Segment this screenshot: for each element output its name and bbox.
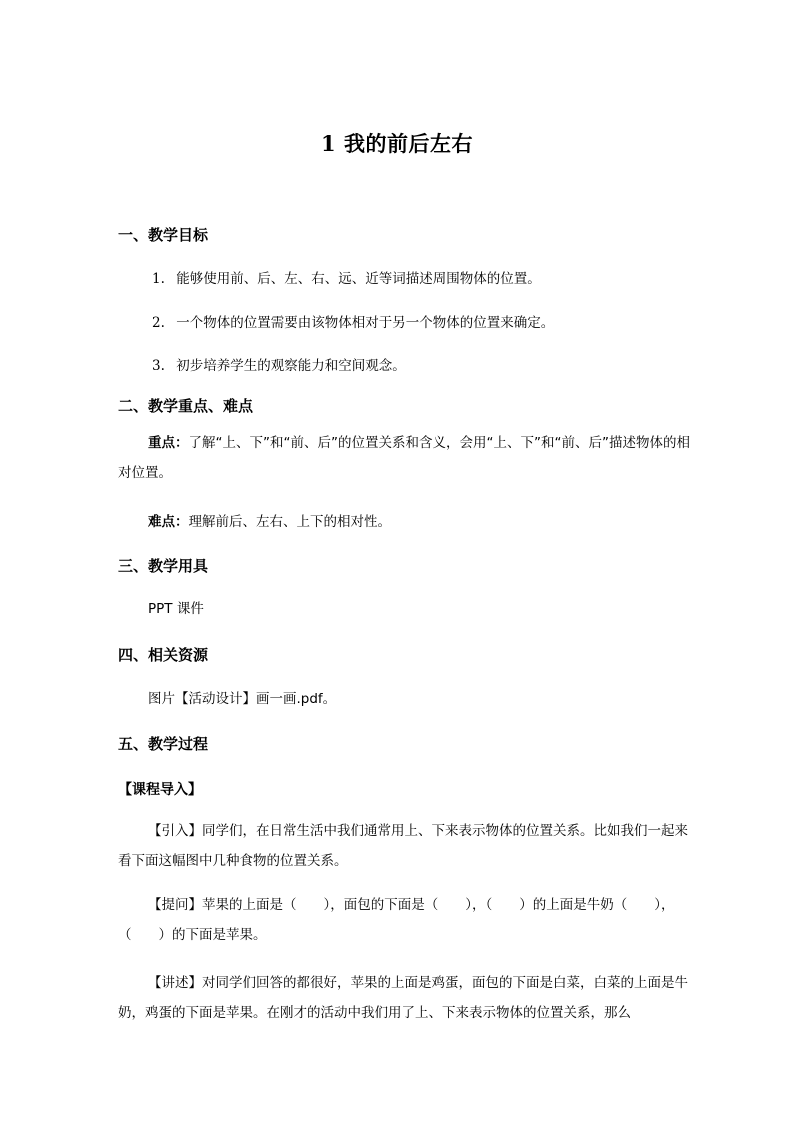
goal-item-number: 3. [152, 358, 165, 374]
goal-item-3 [152, 354, 406, 374]
difficulty-label: 难点： [148, 514, 189, 530]
goal-item-number: 2. [152, 315, 165, 331]
key-point-label: 重点： [148, 435, 189, 451]
process-paragraph-intro: 【引入】同学们，在日常生活中我们通常用上、下来表示物体的位置关系。比如我们一起来看下面这幅图中几种食物的位置关系。 [118, 823, 688, 869]
goal-item-2 [152, 311, 554, 331]
difficulty-text: 理解前后、左右、上下的相对性。 [188, 514, 391, 530]
process-paragraph-question: 【提问】苹果的上面是（ ），面包的下面是（ ），（ ）的上面是牛奶（ ），（ ）的下面是苹果。 [118, 897, 675, 943]
goal-item-1 [152, 267, 541, 287]
goal-item-text: 能够使用前、后、左、右、远、近等词描述周围物体的位置。 [176, 271, 541, 287]
page-title: 1 我的前后左右 [321, 131, 473, 156]
difficulty-paragraph [118, 507, 690, 537]
goal-item-text: 一个物体的位置需要由该物体相对于另一个物体的位置来确定。 [176, 315, 555, 331]
process-paragraph-explain: 【讲述】对同学们回答的都很好，苹果的上面是鸡蛋，面包的下面是白菜，白菜的上面是牛奶，鸡蛋的下面是苹果。在刚才的活动中我们用了上、下来表示物体的位置关系，那么 [118, 975, 688, 1021]
tools-text: PPT 课件 [148, 601, 204, 617]
key-point-paragraph [118, 428, 690, 488]
subsection-intro: 【课程导入】 [118, 782, 202, 798]
resources-text: 图片【活动设计】画一画.pdf。 [148, 691, 337, 707]
section-heading-process: 五、教学过程 [118, 735, 209, 753]
section-heading-tools: 三、教学用具 [118, 557, 209, 575]
goal-item-number: 1. [152, 271, 165, 287]
key-point-text: 了解“上、下”和“前、后”的位置关系和含义，会用“上、下”和“前、后”描述物体的相对位置。 [118, 435, 690, 481]
goal-item-text: 初步培养学生的观察能力和空间观念。 [176, 358, 406, 374]
section-heading-key-points: 二、教学重点、难点 [118, 397, 254, 415]
section-heading-resources: 四、相关资源 [118, 646, 209, 664]
section-heading-goals: 一、教学目标 [118, 226, 209, 244]
